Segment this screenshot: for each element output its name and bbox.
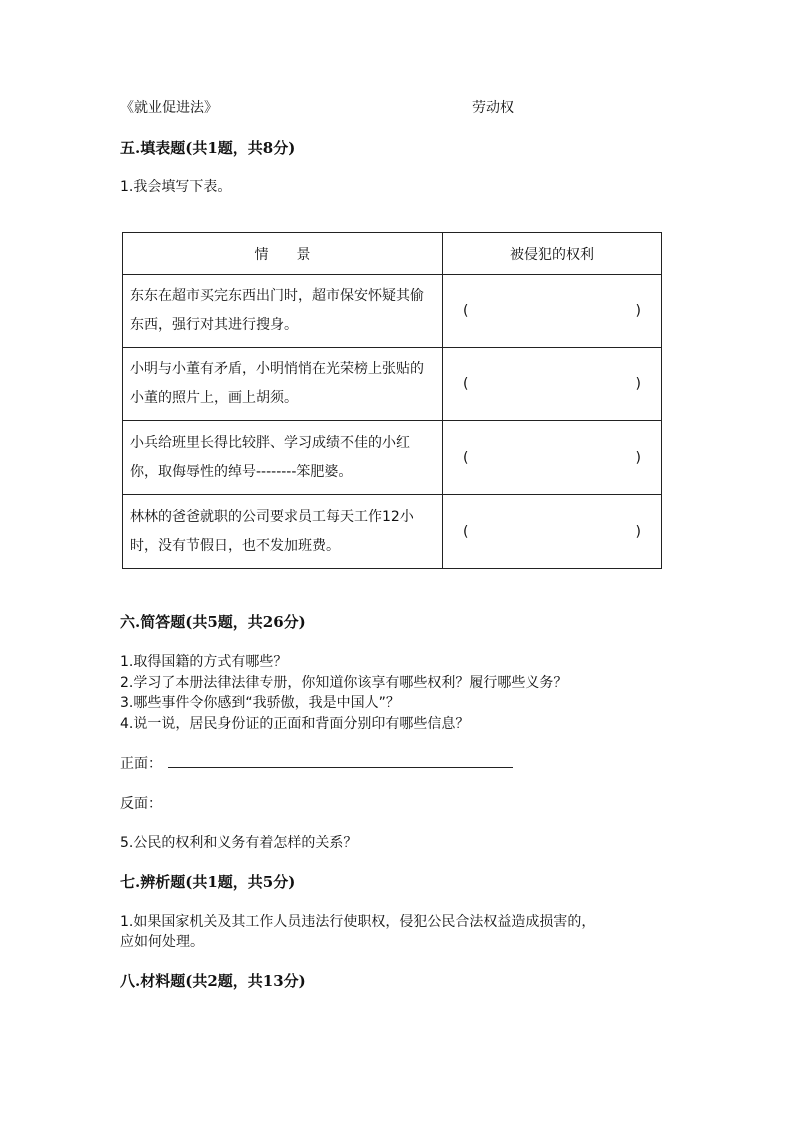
- section5-question: 1.我会填写下表。: [120, 179, 232, 195]
- close-paren: ): [635, 376, 641, 392]
- scene-cell: 小兵给班里长得比较胖、学习成绩不佳的小红你，取侮辱性的绰号--------笨肥婆。: [123, 421, 443, 495]
- close-paren: ): [635, 303, 641, 319]
- question-item: 3.哪些事件令你感到“我骄傲，我是中国人”？: [120, 695, 400, 711]
- answer-cell[interactable]: [443, 348, 662, 421]
- question-item: 2.学习了本册法律法律专册，你知道你该享有哪些权利？履行哪些义务？: [120, 675, 568, 691]
- front-label: 正面：: [120, 756, 162, 772]
- header-right: 被侵犯的权利: [443, 233, 662, 275]
- section6-title: 六.简答题(共5题，共26分): [120, 613, 306, 631]
- question-item: 4.说一说，居民身份证的正面和背面分别印有哪些信息？: [120, 716, 470, 732]
- question-line: 1.如果国家机关及其工作人员违法行使职权，侵犯公民合法权益造成损害的，: [120, 914, 596, 930]
- header-scene: 情 景: [123, 233, 443, 275]
- question-item: 5.公民的权利和义务有着怎样的关系？: [120, 835, 358, 851]
- right-name: 劳动权: [472, 100, 514, 116]
- back-label: 反面：: [120, 796, 162, 812]
- section8-title: 八.材料题(共2题，共13分): [120, 972, 306, 990]
- table-header-row: [123, 233, 662, 275]
- table-row: [123, 495, 662, 569]
- open-paren: (: [463, 449, 469, 466]
- rights-table: [122, 232, 662, 569]
- table-row: [123, 421, 662, 495]
- scene-cell: 林林的爸爸就职的公司要求员工每天工作12小时，没有节假日，也不发加班费。: [123, 495, 443, 569]
- answer-cell[interactable]: [443, 421, 662, 495]
- table-row: [123, 275, 662, 348]
- scene-cell: 小明与小董有矛盾，小明悄悄在光荣榜上张贴的小董的照片上，画上胡须。: [123, 348, 443, 421]
- close-paren: ): [635, 523, 641, 540]
- open-paren: (: [463, 303, 469, 319]
- front-answer-line[interactable]: [168, 767, 513, 768]
- scene-cell: 东东在超市买完东西出门时，超市保安怀疑其偷东西，强行对其进行搜身。: [123, 275, 443, 348]
- section5-title: 五.填表题(共1题，共8分): [120, 139, 296, 157]
- table-row: [123, 348, 662, 421]
- answer-cell[interactable]: [443, 275, 662, 348]
- answer-cell[interactable]: [443, 495, 662, 569]
- question-item: 1.取得国籍的方式有哪些？: [120, 654, 288, 670]
- open-paren: (: [463, 523, 469, 540]
- law-name: 《就业促进法》: [120, 100, 218, 116]
- open-paren: (: [463, 376, 469, 392]
- section7-title: 七.辨析题(共1题，共5分): [120, 873, 296, 891]
- close-paren: ): [635, 449, 641, 466]
- question-line: 应如何处理。: [120, 934, 204, 950]
